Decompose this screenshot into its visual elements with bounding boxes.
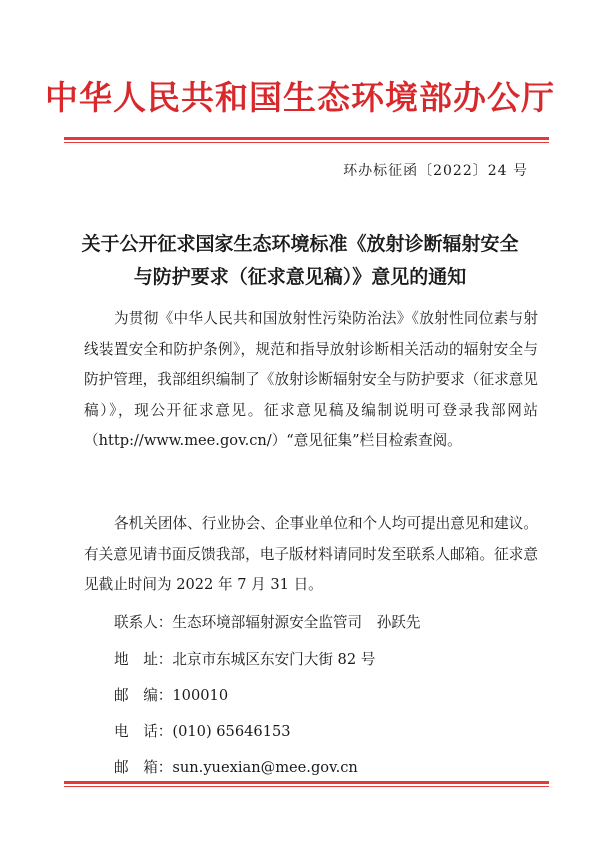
notice-title-line2: 与防护要求（征求意见稿）》意见的通知 bbox=[133, 266, 467, 288]
issuing-office-title: 中华人民共和国生态环境部办公厅 bbox=[45, 78, 555, 117]
contact-postcode-value: 100010 bbox=[172, 687, 229, 704]
contact-email-value: sun.yuexian@mee.gov.cn bbox=[172, 759, 358, 776]
body-paragraph-1: 为贯彻《中华人民共和国放射性污染防治法》《放射性同位素与射线装置安全和防护条例》，规范和指导放射诊断相关活动的辐射安全与防护管理，我部组织编制了《放射诊断辐射安全与防护要求（征求意见稿）》，现公开征求意见。征求意见稿及编制说明可登录我部网站（http://www.mee.gov.cn/）“意见征集”栏目检索查阅。 bbox=[84, 310, 538, 449]
contact-phone-label: 电 话： bbox=[114, 723, 173, 740]
footer-rule-thick bbox=[64, 781, 549, 784]
notice-title-line1: 关于公开征求国家生态环境标准《放射诊断辐射安全 bbox=[81, 233, 519, 255]
contact-phone-value: (010) 65646153 bbox=[172, 723, 291, 740]
document-number: 环办标征函〔2022〕24 号 bbox=[343, 163, 528, 179]
contact-email-label: 邮 箱： bbox=[114, 759, 173, 776]
header-rule-thick bbox=[64, 137, 549, 140]
contact-postcode-label: 邮 编： bbox=[114, 687, 173, 704]
contact-address bbox=[114, 650, 375, 670]
contact-address-value: 北京市东城区东安门大街 82 号 bbox=[172, 651, 376, 668]
body-paragraph-2: 各机关团体、行业协会、企事业单位和个人均可提出意见和建议。有关意见请书面反馈我部，电子版材料请同时发至联系人邮箱。征求意见截止时间为 2022 年 7 月 31 日。 bbox=[84, 515, 538, 593]
contact-person bbox=[114, 613, 421, 633]
contact-phone bbox=[114, 722, 291, 742]
header-rule-thin bbox=[64, 142, 549, 143]
contact-person-value: 生态环境部辐射源安全监管司 孙跃先 bbox=[172, 614, 421, 631]
contact-address-label: 地 址： bbox=[114, 651, 173, 668]
contact-postcode bbox=[114, 686, 228, 706]
contact-person-label: 联系人： bbox=[114, 614, 173, 631]
contact-email bbox=[114, 758, 358, 778]
footer-rule-thin bbox=[64, 786, 549, 787]
notice-title bbox=[60, 228, 540, 294]
